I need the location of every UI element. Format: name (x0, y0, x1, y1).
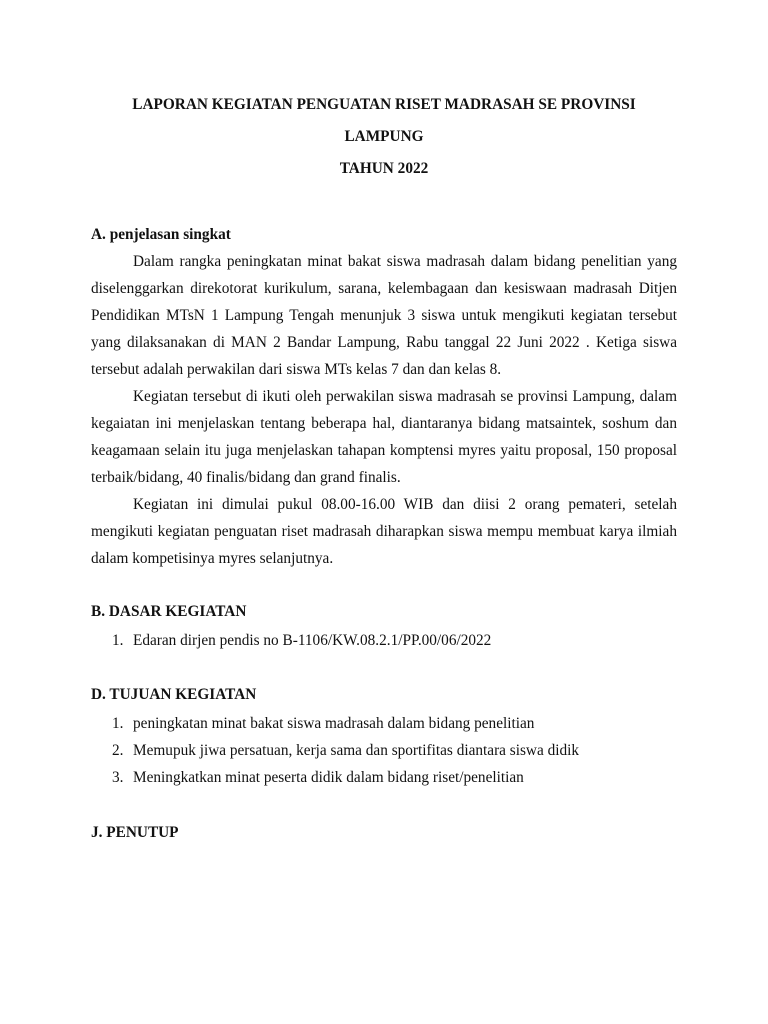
section-a-heading: A. penjelasan singkat (91, 226, 231, 243)
document-title (91, 89, 677, 185)
document-title-line-1: LAPORAN KEGIATAN PENGUATAN RISET MADRASAH SE PROVINSI LAMPUNG (132, 96, 636, 145)
list-item (112, 710, 677, 737)
list-item-text: Edaran dirjen pendis no B-1106/KW.08.2.1/PP.00/06/2022 (133, 632, 492, 649)
list-item-text: Memupuk jiwa persatuan, kerja sama dan sportifitas diantara siswa didik (133, 742, 580, 759)
document-title-line-2: TAHUN 2022 (339, 160, 429, 177)
list-item-number: 2. (112, 742, 124, 759)
section-d-heading: D. TUJUAN KEGIATAN (91, 686, 257, 703)
list-item-number: 3. (112, 769, 124, 786)
section-a-paragraph-1: Dalam rangka peningkatan minat bakat siswa madrasah dalam bidang penelitian yang diselenggarkan direkotorat kurikulum, sarana, kelembagaan dan kesiswaan madrasah Ditjen Pendidikan MTsN 1 Lampung Tengah menunjuk 3 siswa untuk mengikuti kegiatan tersebut yang dilaksanakan di MAN 2 Bandar Lampung, Rabu tanggal 22 Juni 2022 . Ketiga siswa tersebut adalah perwakilan dari siswa MTs kelas 7 dan dan kelas 8. (91, 253, 677, 378)
section-a-paragraph-2: Kegiatan tersebut di ikuti oleh perwakilan siswa madrasah se provinsi Lampung, dalam kegaiatan ini menjelaskan tentang beberapa hal, diantaranya bidang matsaintek, soshum dan keagamaan selain itu juga menjelaskan tahapan komptensi myres yaitu proposal, 150 proposal terbaik/bidang, 40 finalis/bidang dan grand finalis. (91, 388, 677, 486)
section-d-list (91, 710, 677, 791)
section-b-list (91, 627, 677, 654)
section-a-paragraph-3: Kegiatan ini dimulai pukul 08.00-16.00 WIB dan diisi 2 orang pemateri, setelah mengikuti kegiatan penguatan riset madrasah diharapkan siswa mempu membuat karya ilmiah dalam kompetisinya myres selanjutnya. (91, 496, 677, 567)
list-item (112, 764, 677, 791)
section-b-heading: B. DASAR KEGIATAN (91, 603, 247, 620)
list-item-text: Meningkatkan minat peserta didik dalam bidang riset/penelitian (133, 769, 524, 786)
list-item-number: 1. (112, 715, 124, 732)
list-item (112, 627, 677, 654)
list-item-number: 1. (112, 632, 124, 649)
section-j-heading: J. PENUTUP (91, 824, 179, 841)
list-item-text: peningkatan minat bakat siswa madrasah dalam bidang penelitian (133, 715, 535, 732)
list-item (112, 737, 677, 764)
